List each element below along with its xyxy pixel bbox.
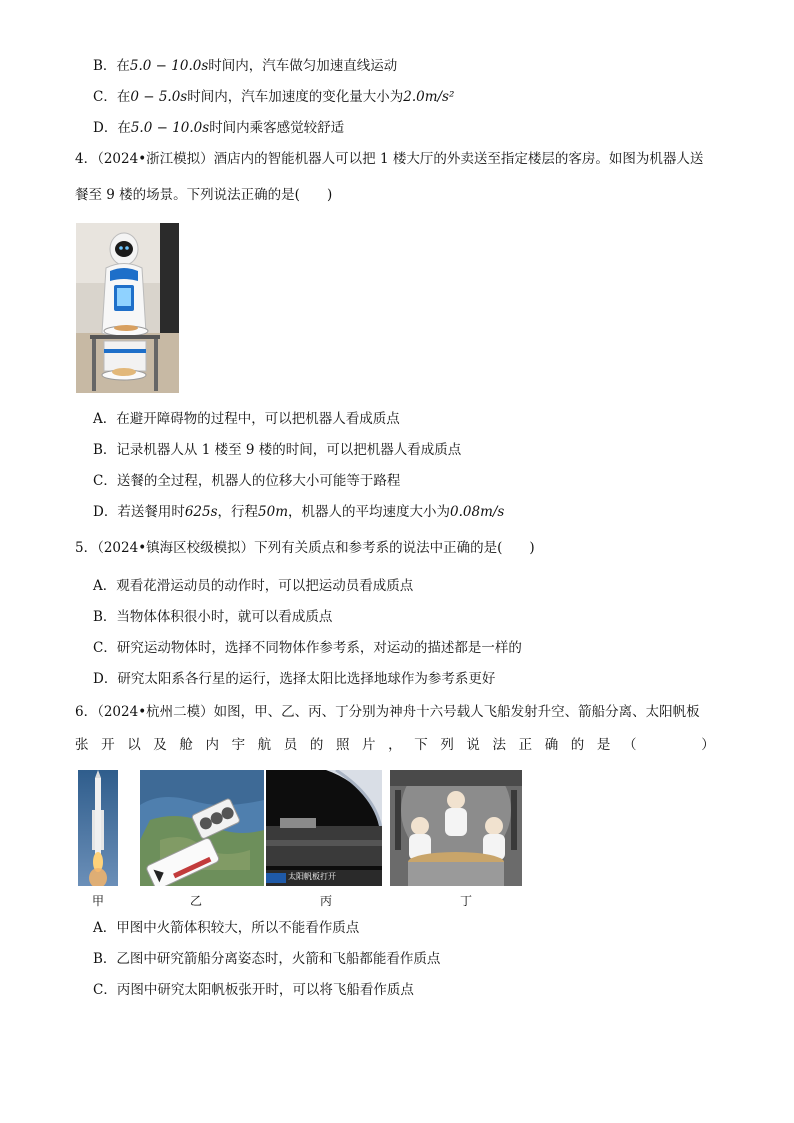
q6-stem-line2: 张 开 以 及 舱 内 宇 航 员 的 照 片 ， 下 列 说 法 正 确 的 是 （ ）	[75, 737, 715, 753]
q5-option-d: D．研究太阳系各行星的运行，选择太阳比选择地球作为参考系更好	[93, 671, 496, 687]
rocket-separation-illustration	[140, 770, 264, 886]
q4-option-d: D．若送餐用时625s，行程50m，机器人的平均速度大小为0.08m/s	[93, 504, 505, 520]
photo-bing-solar-panel	[266, 770, 382, 886]
astronauts-cabin-illustration	[390, 770, 522, 886]
q5-option-a: A．观看花滑运动员的动作时，可以把运动员看成质点	[93, 578, 414, 594]
prev-option-c: C．在0 − 5.0s时间内，汽车加速度的变化量大小为2.0m/s²	[93, 89, 455, 105]
photo-jia-rocket	[78, 770, 118, 886]
caption-bing: 丙	[320, 894, 333, 908]
q5-option-b: B．当物体体积很小时，就可以看成质点	[93, 609, 333, 625]
q6-option-a: A．甲图中火箭体积较大，所以不能看作质点	[93, 920, 360, 936]
q4-stem-line1: 4．（2024•浙江模拟）酒店内的智能机器人可以把 1 楼大厅的外卖送至指定楼层的客房。如图为机器人送	[75, 151, 704, 167]
photo-yi-separation	[140, 770, 264, 886]
robot-photo	[76, 223, 179, 393]
q5-stem: 5．（2024•镇海区校级模拟）下列有关质点和参考系的说法中正确的是( )	[75, 540, 535, 556]
solar-panel-illustration	[266, 770, 382, 886]
solar-panel-label: 太阳帆板打开	[288, 872, 336, 881]
prev-option-d: D．在5.0 − 10.0s时间内乘客感觉较舒适	[93, 120, 345, 136]
caption-jia: 甲	[92, 894, 105, 908]
q6-stem-line1: 6．（2024•杭州二模）如图，甲、乙、丙、丁分别为神舟十六号载人飞船发射升空、箭船分离、太阳帆板	[75, 704, 700, 720]
q4-option-b: B．记录机器人从 1 楼至 9 楼的时间，可以把机器人看成质点	[93, 442, 462, 458]
caption-ding: 丁	[460, 894, 473, 908]
q4-stem-line2: 餐至 9 楼的场景。下列说法正确的是( )	[75, 187, 333, 203]
robot-illustration	[76, 223, 179, 393]
q4-option-a: A．在避开障碍物的过程中，可以把机器人看成质点	[93, 411, 400, 427]
q4-option-c: C．送餐的全过程，机器人的位移大小可能等于路程	[93, 473, 401, 489]
rocket-launch-illustration	[78, 770, 118, 886]
q6-option-b: B．乙图中研究箭船分离姿态时，火箭和飞船都能看作质点	[93, 951, 441, 967]
prev-option-b: B．在5.0 − 10.0s时间内，汽车做匀加速直线运动	[93, 58, 398, 74]
caption-yi: 乙	[190, 894, 203, 908]
photo-ding-astronauts	[390, 770, 522, 886]
q6-option-c: C．丙图中研究太阳帆板张开时，可以将飞船看作质点	[93, 982, 414, 998]
q5-option-c: C．研究运动物体时，选择不同物体作参考系，对运动的描述都是一样的	[93, 640, 522, 656]
